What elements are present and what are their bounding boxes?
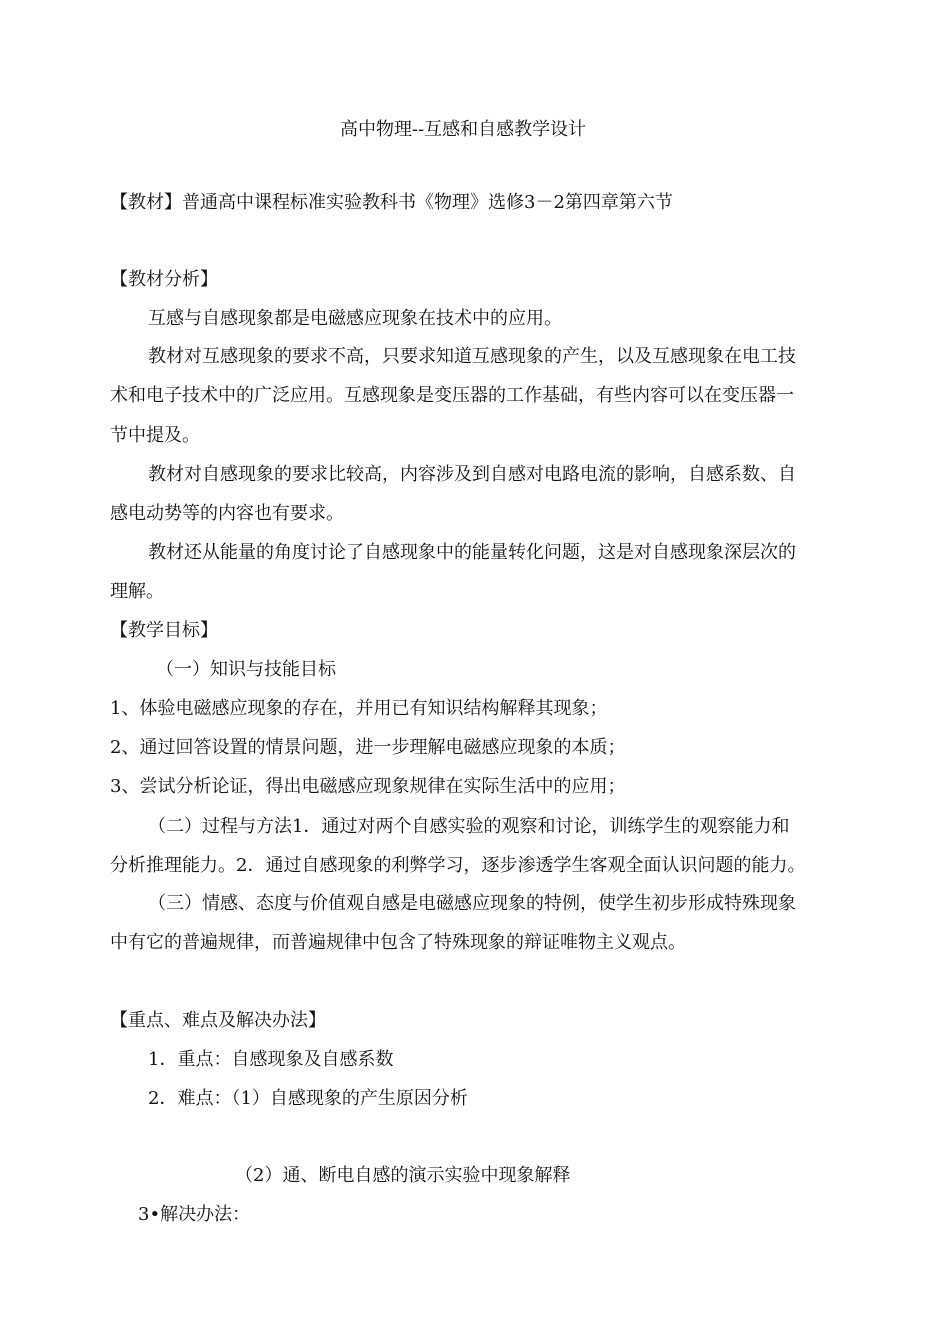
goal-knowledge-item-3: 3、尝试分析论证，得出电磁感应现象规律在实际生活中的应用； [110, 776, 626, 797]
goal-knowledge-item-2: 2、通过回答设置的情景问题，进一步理解电磁感应现象的本质； [110, 737, 626, 758]
analysis-paragraph-4-line-2: 理解。 [110, 581, 164, 602]
analysis-paragraph-3-line-1: 教材对自感现象的要求比较高，内容涉及到自感对电路电流的影响，自感系数、自 [148, 464, 796, 485]
key-points-heading: 【重点、难点及解决办法】 [110, 1010, 326, 1031]
key-point-2: 2．难点：（1）自感现象的产生原因分析 [148, 1088, 468, 1109]
analysis-paragraph-2-line-1: 教材对互感现象的要求不高，只要求知道互感现象的产生，以及互感现象在电工技 [148, 346, 796, 367]
goals-heading: 【教学目标】 [110, 620, 218, 641]
goal-process-line-2: 分析推理能力。2．通过自感现象的利弊学习，逐步渗透学生客观全面认识问题的能力。 [110, 855, 806, 876]
key-point-1: 1．重点：自感现象及自感系数 [148, 1049, 394, 1070]
document-page [110, 0, 840, 1344]
analysis-paragraph-1: 互感与自感现象都是电磁感应现象在技术中的应用。 [148, 308, 562, 329]
analysis-paragraph-4-line-1: 教材还从能量的角度讨论了自感现象中的能量转化问题，这是对自感现象深层次的 [148, 542, 796, 563]
analysis-heading: 【教材分析】 [110, 269, 218, 290]
textbook-line: 【教材】普通高中课程标准实验教科书《物理》选修3－2第四章第六节 [110, 192, 673, 213]
key-point-3: 3•解决办法： [138, 1204, 251, 1225]
goal-knowledge-heading: （一）知识与技能目标 [156, 659, 336, 680]
analysis-paragraph-2-line-2: 术和电子技术中的广泛应用。互感现象是变压器的工作基础，有些内容可以在变压器一 [110, 385, 794, 406]
analysis-paragraph-2-line-3: 节中提及。 [110, 425, 200, 446]
analysis-paragraph-3-line-2: 感电动势等的内容也有要求。 [110, 503, 344, 524]
goal-knowledge-item-1: 1、体验电磁感应现象的存在，并用已有知识结构解释其现象； [110, 698, 608, 719]
goal-process-line-1: （二）过程与方法1．通过对两个自感实验的观察和讨论，训练学生的观察能力和 [148, 816, 790, 837]
goal-attitude-line-1: （三）情感、态度与价值观自感是电磁感应现象的特例，使学生初步形成特殊现象 [148, 893, 796, 914]
goal-attitude-line-2: 中有它的普遍规律，而普遍规律中包含了特殊现象的辩证唯物主义观点。 [110, 932, 686, 953]
key-point-2-sub: （2）通、断电自感的演示实验中现象解释 [235, 1165, 571, 1186]
page-title: 高中物理--互感和自感教学设计 [340, 119, 587, 140]
